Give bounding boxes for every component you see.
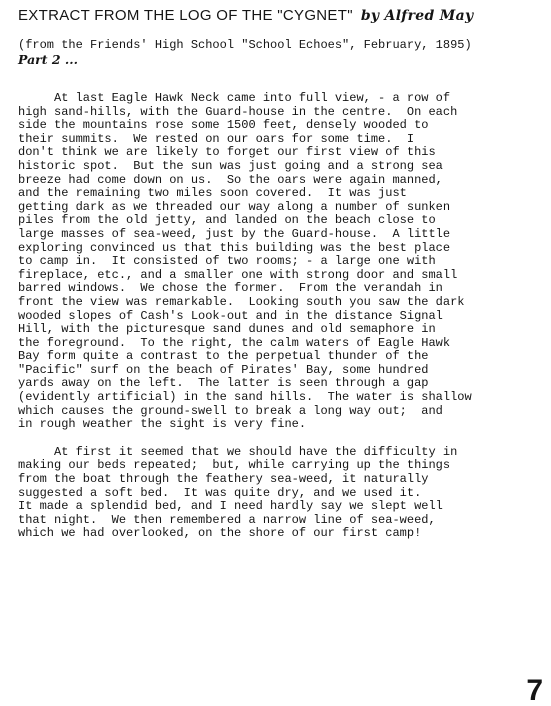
text-line: in rough weather the sight is very fine. [18, 417, 307, 432]
text-line: large masses of sea-weed, just by the Guard-house. A little [18, 226, 451, 241]
text-line: It made a splendid bed, and I need hardly say we slept well [18, 499, 443, 514]
text-line: yards away on the left. The latter is seen through a gap [18, 376, 429, 391]
text-line: that night. We then remembered a narrow line of sea-weed, [18, 512, 436, 527]
text-line: wooded slopes of Cash's Look-out and in the distance Signal [18, 308, 443, 323]
text-line: high sand-hills, with the Guard-house in the centre. On each [18, 104, 458, 119]
part-heading: Part 2 ... [18, 52, 78, 67]
text-line: to camp in. It consisted of two rooms; - a large one with [18, 254, 436, 269]
document-title [18, 7, 473, 24]
text-line: side the mountains rose some 1500 feet, densely wooded to [18, 118, 429, 133]
text-line: making our beds repeated; but, while carrying up the things [18, 458, 451, 473]
author-byline: by Alfred May [360, 8, 474, 24]
paragraph-1 [18, 92, 538, 432]
text-line: piles from the old jetty, and landed on the beach close to [18, 213, 436, 228]
text-line: historic spot. But the sun was just going and a strong sea [18, 158, 443, 173]
text-line: "Pacific" surf on the beach of Pirates' Bay, some hundred [18, 362, 429, 377]
text-line: from the boat through the feathery sea-weed, it naturally [18, 472, 429, 487]
text-line: suggested a soft bed. It was quite dry, and we used it. [18, 485, 422, 500]
text-line: and the remaining two miles soon covered. It was just [18, 186, 407, 201]
text-line: which we had overlooked, on the shore of our first camp! [18, 526, 422, 541]
body-text [18, 92, 538, 541]
text-line: don't think we are likely to forget our first view of this [18, 145, 436, 160]
text-line: Hill, with the picturesque sand dunes and old semaphore in [18, 322, 436, 337]
text-line: which causes the ground-swell to break a long way out; and [18, 403, 443, 418]
text-line: At first it seemed that we should have the difficulty in [18, 444, 458, 459]
text-line: getting dark as we threaded our way along a number of sunken [18, 199, 451, 214]
text-line: breeze had come down on us. So the oars were again manned, [18, 172, 443, 187]
source-citation: (from the Friends' High School "School Echoes", February, 1895) [18, 38, 472, 52]
text-line: front the view was remarkable. Looking south you saw the dark [18, 294, 465, 309]
text-line: (evidently artificial) in the sand hills. The water is shallow [18, 390, 472, 405]
title-text: EXTRACT FROM THE LOG OF THE "CYGNET" [18, 7, 353, 24]
text-line: fireplace, etc., and a smaller one with strong door and small [18, 267, 458, 282]
paragraph-2 [18, 446, 538, 541]
text-line: the foreground. To the right, the calm waters of Eagle Hawk [18, 335, 451, 350]
text-line: barred windows. We chose the former. From the verandah in [18, 281, 443, 296]
text-line: At last Eagle Hawk Neck came into full view, - a row of [18, 91, 451, 105]
text-line: exploring convinced us that this building was the best place [18, 240, 451, 255]
text-line: their summits. We rested on our oars for some time. I [18, 131, 415, 146]
page-number: 7 [526, 674, 543, 706]
text-line: Bay form quite a contrast to the perpetual thunder of the [18, 349, 429, 364]
